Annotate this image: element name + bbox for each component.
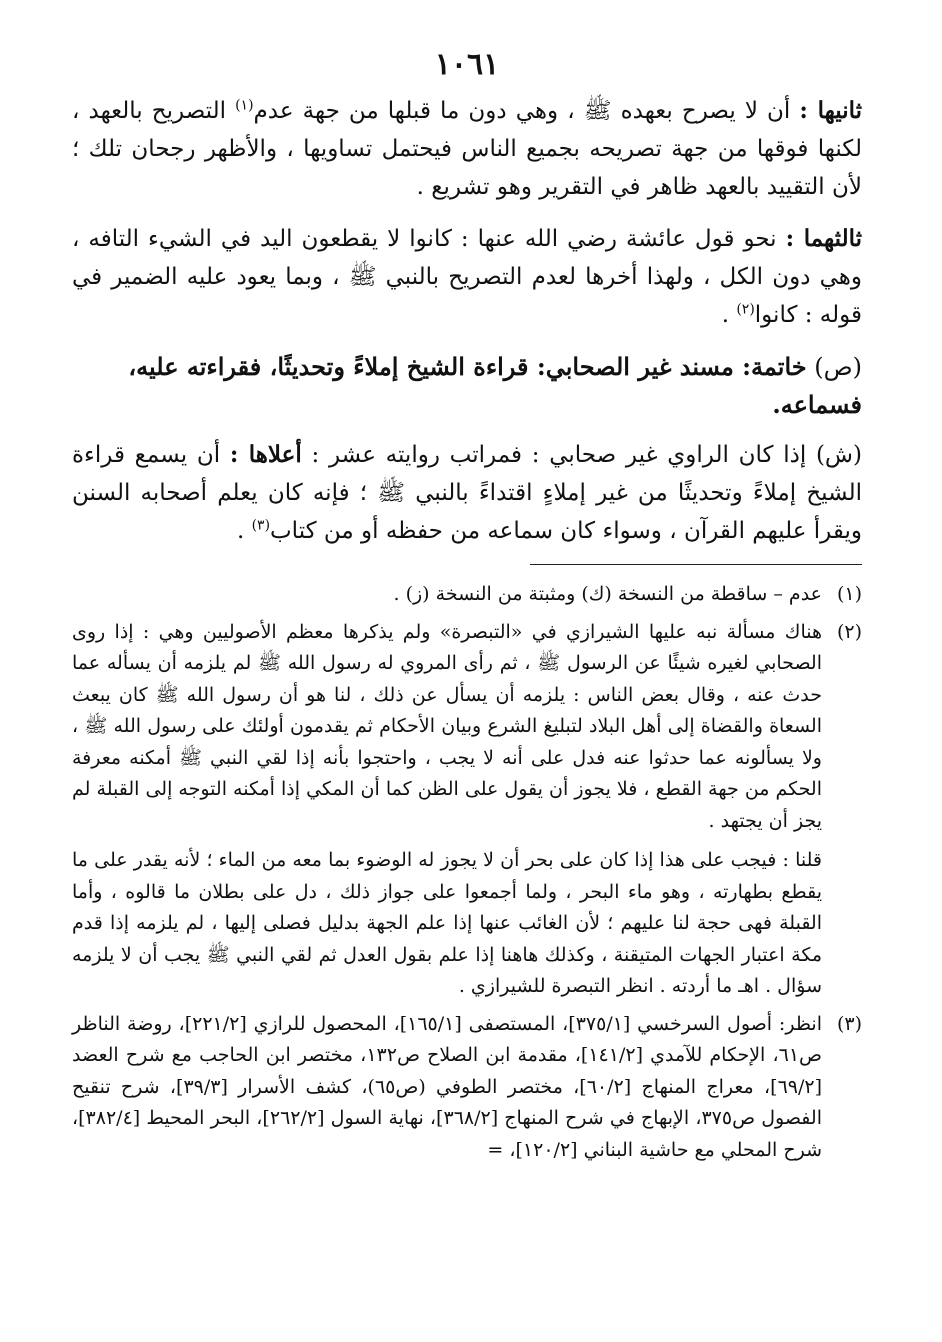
footnote-ref-2[interactable]: (٢): [736, 301, 755, 318]
footnote-body: [72, 617, 822, 1003]
footnote-text: عدم – ساقطة من النسخة (ك) ومثبتة من النسخة (ز) .: [393, 583, 822, 605]
paragraph-prefix: (ش) إذا كان الراوي غير صحابي : فمراتب روايته عشر :: [301, 442, 862, 468]
paragraph-second: [72, 92, 862, 206]
paragraph-lead: ثانيها :: [799, 97, 863, 124]
heading-prefix: (ص): [806, 353, 862, 381]
heading-text: خاتمة: مسند غير الصحابي: قراءة الشيخ إملاءً وتحديثًا، فقراءته عليه، فسماعه.: [128, 352, 862, 419]
paragraph-lead: أعلاها :: [229, 441, 302, 468]
paragraph-text: أن يسمع قراءة الشيخ إملاءً وتحديثًا من غير إملاءٍ اقتداءً بالنبي ﷺ ؛ فإنه كان يعلم أصحابه السنن ويقرأ عليهم القرآن ، وسواء كان سماعه من حفظه أو من كتاب: [72, 442, 862, 544]
footnote-number: (٣): [836, 1012, 862, 1035]
paragraph-third: [72, 220, 862, 334]
paragraph-text-tail: .: [236, 518, 252, 544]
footnote-number: (١): [836, 583, 862, 605]
page-number: ١٠٦١: [434, 47, 500, 82]
section-heading: [72, 348, 862, 424]
footnote-1: [72, 579, 862, 611]
paragraph-text: نحو قول عائشة رضي الله عنها : كانوا لا يقطعون اليد في الشيء التافه ، وهي دون الكل ، ولهذا أخرها لعدم التصريح بالنبي ﷺ ، وبما يعود عليه الضمير في قوله : كانوا: [72, 226, 862, 328]
paragraph-text-tail: .: [721, 302, 737, 328]
footnote-ref-1[interactable]: (١): [235, 97, 254, 114]
footnote-3: [72, 1009, 862, 1167]
footnotes: [72, 579, 862, 1166]
footnote-2: [72, 617, 862, 1003]
footnote-ref-3[interactable]: (٣): [251, 517, 271, 534]
paragraph-text: أن لا يصرح بعهده ﷺ ، وهي دون ما قبلها من جهة عدم: [253, 98, 791, 124]
paragraph-text-tail: التصريح بالعهد ، لكنها فوقها من جهة تصريحه بجميع الناس فيحتمل تساويها ، والأظهر رجحان تلك ؛ لأن التقييد بالعهد ظاهر في التقرير وهو تشريع .: [72, 98, 862, 200]
footnote-body: [72, 1009, 822, 1167]
paragraph-commentary: [72, 436, 862, 550]
footnote-divider: [530, 564, 862, 565]
footnote-number: (٢): [836, 620, 862, 643]
paragraph-lead: ثالثهما :: [785, 225, 863, 252]
footnote-text: قلنا : فيجب على هذا إذا كان على بحر أن لا يجوز له الوضوء بما معه من الماء ؛ لأنه يقدر على ما يقطع بطهارته ، وهو ماء البحر ، ولما أجمعوا على جواز ذلك ، دل على بطلان ما قالوه ، وأما القبلة فهى حجة لنا عليهم ؛ لأن الغائب عنها إذا علم الجهة بدليل فصلى إليها ، لم يلزمه إذا قدم مكة اعتبار الجهات المتيقنة ، وكذلك هاهنا إذا علم بقول العدل ثم لقي النبي ﷺ يجب أن لا يلزمه سؤال . اهـ ما أردته . انظر التبصرة للشيرازي .: [72, 849, 822, 997]
footnote-text: هناك مسألة نبه عليها الشيرازي في «التبصرة» ولم يذكرها معظم الأصوليين وهي : إذا روى الصحابي لغيره شيئًا عن الرسول ﷺ ، ثم رأى المروي له رسول الله ﷺ لم يلزمه أن يسأله عما حدث عنه ، وقال بعض الناس : يلزمه أن يسأل عن ذلك ، لنا هو أن رسول الله ﷺ كان يبعث السعاة والقضاة إلى أهل البلاد لتبليغ الشرع وبيان الأحكام ثم يقدمون أولئك على رسول الله ﷺ ، ولا يسألونه عما حدثوا عنه فدل على أنه لا يجب ، واحتجوا بأنه إذا لقي النبي ﷺ أمكنه معرفة الحكم من جهة القطع ، فلا يجوز أن يقول على الظن كما أن المكي إذا أمكنه التوجه إلى القبلة لم يجز أن يجتهد .: [72, 620, 822, 832]
footnote-body: [72, 579, 822, 611]
footnote-text: انظر: أصول السرخسي [٣٧٥/١]، المستصفى [١٦٥/١]، المحصول للرازي [٢٢١/٢]، روضة الناظر ص٦١، الإحكام للآمدي [١٤١/٢]، مقدمة ابن الصلاح ص١٣٢، مختصر ابن الحاجب مع شرح العضد [٦٩/٢]، معراج المنهاج [٦٠/٢]، مختصر الطوفي (ص٦٥)، كشف الأسرار [٣٩/٣]، شرح تنقيح الفصول ص٣٧٥، الإبهاج في شرح المنهاج [٣٦٨/٢]، نهاية السول [٢٦٢/٢]، البحر المحيط [٣٨٢/٤]، شرح المحلي مع حاشية البناني [١٢٠/٢]، =: [72, 1012, 823, 1161]
